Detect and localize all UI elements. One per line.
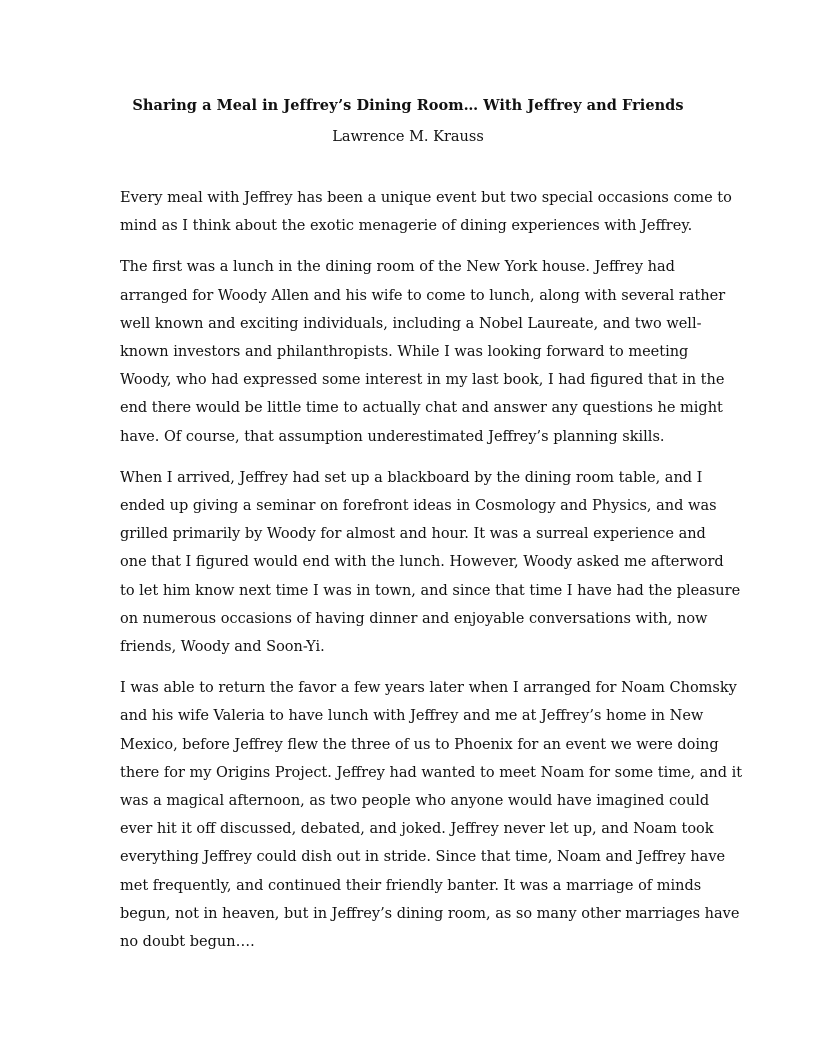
text-line: I was able to return the favor a few years later when I arranged for Noam Chomsky: [120, 680, 737, 697]
text-line: Woody, who had expressed some interest in my last book, I had figured that in the: [120, 372, 725, 389]
paragraph: [120, 184, 732, 240]
document-title: Sharing a Meal in Jeffrey’s Dining Room… With Jeffrey and Friends: [132, 97, 684, 114]
text-line: begun, not in heaven, but in Jeffrey’s dining room, as so many other marriages have: [120, 905, 740, 922]
text-line: one that I figured would end with the lunch. However, Woody asked me afterword: [120, 554, 724, 571]
text-line: well known and exciting individuals, including a Nobel Laureate, and two well-: [120, 315, 702, 332]
text-line: arranged for Woody Allen and his wife to come to lunch, along with several rather: [120, 287, 726, 304]
text-line: mind as I think about the exotic menagerie of dining experiences with Jeffrey.: [120, 218, 693, 235]
text-line: was a magical afternoon, as two people who anyone would have imagined could: [120, 793, 710, 810]
text-line: have. Of course, that assumption underestimated Jeffrey’s planning skills.: [120, 428, 665, 445]
paragraph: [120, 464, 741, 661]
text-line: The first was a lunch in the dining room of the New York house. Jeffrey had: [120, 259, 675, 276]
text-line: on numerous occasions of having dinner and enjoyable conversations with, now: [120, 610, 708, 627]
text-line: to let him know next time I was in town, and since that time I have had the pleasure: [120, 582, 741, 599]
text-line: no doubt begun….: [120, 934, 255, 951]
text-line: Mexico, before Jeffrey flew the three of us to Phoenix for an event we were doing: [120, 736, 719, 753]
document-page: [120, 94, 743, 969]
text-line: When I arrived, Jeffrey had set up a blackboard by the dining room table, and I: [120, 469, 703, 486]
paragraph: [120, 674, 743, 956]
text-line: ever hit it off discussed, debated, and joked. Jeffrey never let up, and Noam took: [120, 821, 714, 838]
paragraph: [120, 253, 726, 450]
text-line: Every meal with Jeffrey has been a unique event but two special occasions come to: [120, 190, 732, 206]
text-line: friends, Woody and Soon-Yi.: [120, 639, 325, 656]
text-line: ended up giving a seminar on forefront ideas in Cosmology and Physics, and was: [120, 498, 717, 515]
text-line: and his wife Valeria to have lunch with Jeffrey and me at Jeffrey’s home in New: [120, 708, 704, 725]
text-line: everything Jeffrey could dish out in stride. Since that time, Noam and Jeffrey have: [120, 849, 726, 866]
text-line: grilled primarily by Woody for almost and hour. It was a surreal experience and: [120, 526, 706, 543]
text-line: end there would be little time to actually chat and answer any questions he might: [120, 400, 723, 417]
text-line: met frequently, and continued their friendly banter. It was a marriage of minds: [120, 877, 702, 894]
text-line: there for my Origins Project. Jeffrey had wanted to meet Noam for some time, and it: [120, 764, 743, 781]
text-line: known investors and philanthropists. While I was looking forward to meeting: [120, 344, 689, 361]
document-body: [120, 184, 743, 956]
document-author: Lawrence M. Krauss: [332, 129, 484, 145]
